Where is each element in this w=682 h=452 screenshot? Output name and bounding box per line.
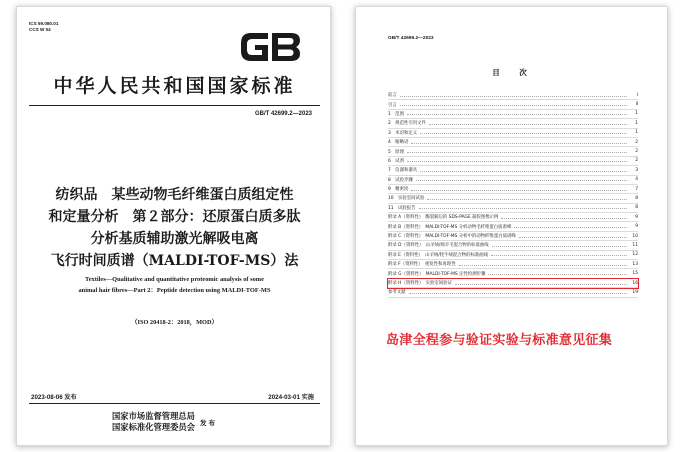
issue-word: 发布 — [199, 418, 217, 427]
toc-entry-title: 参考文献 — [388, 290, 406, 296]
toc-entry-page: 8 — [635, 205, 638, 211]
english-title-line-1: Textiles—Qualitative and quantitative proteomic analysis of some — [85, 276, 264, 283]
ics-code: ICS 59.080.01 — [29, 21, 59, 26]
toc-entry-page: 9 — [635, 224, 638, 230]
toc-entry-page: 1 — [635, 120, 638, 126]
toc-leader-dots — [407, 161, 627, 162]
toc-row — [388, 194, 638, 203]
toc-entry-page: Ⅱ — [635, 102, 638, 108]
toc-entry-title: 9 精密度 — [388, 187, 409, 193]
toc-leader-dots — [400, 105, 627, 106]
toc-leader-dots — [429, 124, 627, 125]
chinese-title-line-2: 和定量分析 第２部分：还原蛋白质多肽 — [48, 209, 301, 225]
toc-leader-dots — [416, 180, 627, 181]
toc-list — [388, 91, 638, 298]
chinese-title-line-3: 分析基质辅助激光解吸电离 — [90, 231, 259, 247]
toc-leader-dots — [491, 255, 627, 256]
toc-row-highlighted — [388, 279, 638, 288]
toc-heading: 目 次 — [492, 68, 533, 77]
toc-row — [388, 91, 638, 100]
toc-leader-dots — [455, 284, 627, 285]
toc-entry-title: 10 实验室间试验 — [388, 196, 425, 202]
toc-entry-page: 2 — [635, 149, 638, 155]
implement-date: 2024-03-01 实施 — [268, 394, 314, 401]
toc-leader-dots — [407, 152, 627, 153]
toc-entry-page: 2 — [635, 139, 638, 145]
standard-cover-page — [16, 6, 331, 446]
toc-row — [388, 222, 638, 231]
toc-row — [388, 166, 638, 175]
toc-entry-title: 3 术语和定义 — [388, 130, 418, 136]
chinese-title-line-4: 飞行时间质谱（MALDI-TOF-MS）法 — [50, 253, 299, 269]
toc-entry-page: 15 — [632, 271, 638, 277]
toc-entry-title: 5 原理 — [388, 149, 404, 155]
toc-entry-page: 1 — [635, 130, 638, 136]
toc-leader-dots — [488, 274, 627, 275]
toc-entry-page: 8 — [635, 195, 638, 201]
toc-leader-dots — [519, 237, 627, 238]
toc-leader-dots — [420, 171, 627, 172]
toc-entry-title: 附录 C（资料性） MALDI-TOF-MS 分析中的动物纤维蛋白质谱峰 — [388, 234, 516, 240]
english-title-line-2: animal hair fibres—Part 2：Peptide detection using MALDI-TOF-MS — [78, 286, 271, 294]
toc-entry-title: 附录 G（资料性） MALDI-TOF-MS 定性检测步骤 — [388, 271, 486, 277]
toc-entry-title: 附录 D（资料性） 山羊绒/绵羊毛混合物的标准曲线 — [388, 243, 489, 249]
toc-leader-dots — [400, 96, 627, 97]
national-standard-title: 中华人民共和国国家标准 — [53, 75, 296, 97]
toc-entry-page: 4 — [635, 177, 638, 183]
toc-entry-title: 附录 F（资料性） 重复性和再现性 — [388, 262, 456, 268]
toc-row — [388, 213, 638, 222]
promo-caption: 岛津全程参与验证实验与标准意见征集 — [386, 333, 613, 348]
toc-entry-title: 引言 — [388, 102, 397, 108]
toc-row — [388, 129, 638, 138]
toc-entry-page: 2 — [635, 158, 638, 164]
table-of-contents-page — [355, 6, 668, 446]
toc-entry-title: 1 范围 — [388, 111, 404, 117]
toc-leader-dots — [411, 190, 627, 191]
toc-entry-page: 3 — [635, 167, 638, 173]
english-title — [17, 275, 332, 296]
iso-reference: （ISO 20418-2：2018，MOD） — [131, 319, 218, 326]
toc-row — [388, 119, 638, 128]
gb-logo-icon — [238, 27, 302, 67]
ccs-code: CCS W 04 — [29, 27, 51, 33]
issuer-block — [112, 411, 217, 433]
toc-leader-dots — [514, 227, 627, 228]
toc-entry-title: 11 试验报告 — [388, 205, 416, 211]
toc-row — [388, 100, 638, 109]
toc-standard-number: GB/T 42699.2—2023 — [388, 36, 434, 41]
toc-entry-page: 19 — [632, 289, 638, 295]
toc-entry-page: 10 — [632, 233, 638, 239]
toc-row — [388, 288, 638, 297]
toc-entry-page: 11 — [632, 242, 638, 248]
toc-row — [388, 260, 638, 269]
standard-number: GB/T 42699.2—2023 — [254, 111, 312, 117]
toc-row — [388, 185, 638, 194]
toc-leader-dots — [420, 133, 627, 134]
publish-date: 2023-08-06 发布 — [31, 394, 77, 401]
toc-entry-title: 附录 H（资料性） 实验室间验证 — [388, 281, 452, 286]
toc-entry-title: 前言 — [388, 93, 397, 99]
toc-row — [388, 241, 638, 250]
toc-entry-title: 7 仪器和器具 — [388, 168, 418, 174]
toc-leader-dots — [409, 293, 627, 294]
toc-leader-dots — [459, 265, 627, 266]
toc-entry-page: 1 — [635, 111, 638, 117]
toc-row — [388, 232, 638, 241]
toc-entry-page: 9 — [635, 214, 638, 220]
toc-entry-title: 附录 E（资料性） 山羊绒/牦牛绒混合物的标准曲线 — [388, 252, 489, 258]
toc-entry-page: 12 — [632, 252, 638, 258]
toc-entry-title: 4 缩略语 — [388, 140, 409, 146]
toc-row — [388, 138, 638, 147]
footer-rule — [29, 403, 320, 404]
toc-leader-dots — [407, 114, 627, 115]
toc-leader-dots — [411, 143, 627, 144]
toc-entry-title: 附录 B（资料性） MALDI-TOF-MS 分析动物毛纤维蛋白质谱峰 — [388, 224, 512, 230]
chinese-title-line-1: 纺织品 某些动物毛纤维蛋白质组定性 — [55, 187, 294, 203]
toc-row — [388, 110, 638, 119]
toc-entry-page: 13 — [632, 261, 638, 267]
issuer-sac: 国家标准化管理委员会 — [112, 422, 195, 432]
toc-entry-title: 2 规范性引用文件 — [388, 121, 426, 127]
toc-entry-page: 16 — [632, 280, 638, 286]
header-rule — [29, 105, 320, 106]
toc-entry-title: 8 试验步骤 — [388, 177, 413, 183]
toc-entry-title: 6 试剂 — [388, 158, 404, 164]
toc-leader-dots — [419, 208, 627, 209]
toc-entry-page: Ⅰ — [636, 92, 638, 98]
toc-entry-page: 7 — [635, 186, 638, 192]
ics-classification — [29, 21, 58, 33]
toc-leader-dots — [501, 218, 627, 219]
toc-leader-dots — [492, 246, 627, 247]
toc-entry-title: 附录 A（资料性） 酶裂解后的 SDS-PAGE 凝胶图像示例 — [388, 215, 499, 221]
toc-row — [388, 269, 638, 278]
toc-row — [388, 157, 638, 166]
toc-row — [388, 204, 638, 213]
issuer-samr: 国家市场监督管理总局 — [112, 411, 195, 421]
toc-row — [388, 251, 638, 260]
toc-row — [388, 176, 638, 185]
toc-row — [388, 147, 638, 156]
toc-leader-dots — [427, 199, 627, 200]
